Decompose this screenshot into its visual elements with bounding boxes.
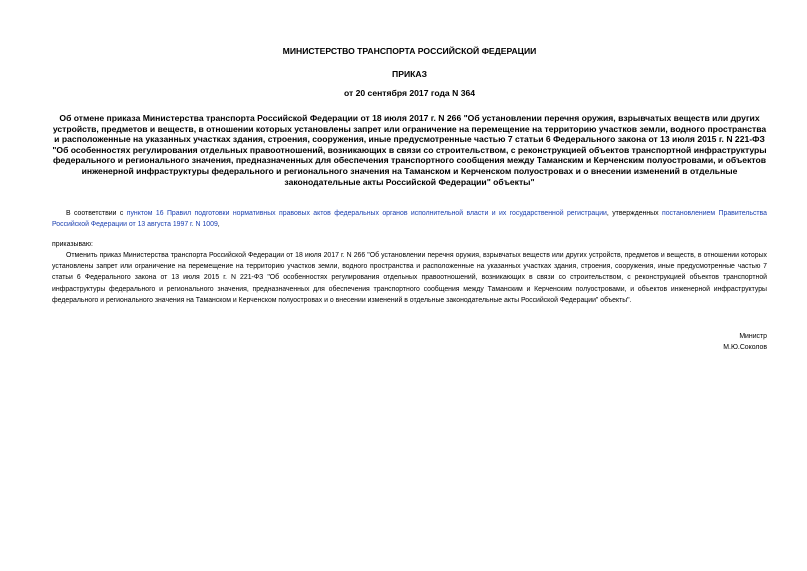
document-title: Об отмене приказа Министерства транспорта Российской Федерации от 18 июля 2017 г. N 266 "Об установлении перечня оружия, взрывчатых веществ или других устройств, предметов и веществ, в отношении которых установлены запрет или ограничение на перемещение на территорию участков земли, водного пространства и расположенные на указанных участках здания, строения, сооружения, иные предусмотренные частью 7 статьи 6 Федерального закона от 13 июля 2015 г. N 221-ФЗ "Об особенностях регулирования отдельных правоотношений, возникающих в связи со строительством, с реконструкцией объектов транспортной инфраструктуры федерального и регионального значения, предназначенных для обеспечения транспортного сообщения между Таманским и Керченским полуостровами, и объектов инженерной инфраструктуры федерального и регионального значения на Таманском и Керченском полуостровах и о внесении изменений в отдельные законодательные акты Российской Федерации" объекты": [52, 113, 767, 187]
rules-link[interactable]: пунктом 16 Правил подготовки нормативных правовых актов федеральных органов исполнительной власти и их государственной регистрации: [126, 210, 607, 217]
preamble-text-3: ,: [217, 221, 220, 228]
government-decree-link[interactable]: постановлением Правительства Российской Федерации от 13 августа 1997 г. N 1009: [52, 210, 767, 228]
document-date-number: от 20 сентября 2017 года N 364: [343, 88, 476, 98]
ministry-name: МИНИСТЕРСТВО ТРАНСПОРТА РОССИЙСКОЙ ФЕДЕРАЦИИ: [282, 46, 537, 56]
signatory-name: М.Ю.Соколов: [723, 344, 767, 351]
preamble-text-2: , утвержденных: [606, 210, 662, 217]
order-body-paragraph: Отменить приказ Министерства транспорта Российской Федерации от 18 июля 2017 г. N 266 "Об установлении перечня оружия, взрывчатых веществ или других устройств, предметов и веществ, в отношении которых установлены запрет или ограничение на перемещение на территорию участков земли, водного пространства и расположенные на указанных участках здания, строения, сооружения, иные предусмотренные частью 7 статьи 6 Федерального закона от 13 июля 2015 г. N 221-ФЗ "Об особенностях регулирования отдельных правоотношений, возникающих в связи со строительством, с реконструкцией объектов транспортной инфраструктуры федерального и регионального значения, предназначенных для обеспечения транспортного сообщения между Таманским и Керченским полуостровами, и объектов инженерной инфраструктуры федерального и регионального значения на Таманском и Керченском полуостровах и о внесении изменений в отдельные законодательные акты Российской Федерации" объекты".: [52, 252, 767, 304]
order-word: приказываю:: [52, 241, 93, 248]
signatory-position: Министр: [739, 333, 767, 340]
preamble-text-1: В соответствии с: [66, 210, 127, 217]
preamble-paragraph: [52, 208, 767, 230]
document-type: ПРИКАЗ: [392, 69, 427, 79]
